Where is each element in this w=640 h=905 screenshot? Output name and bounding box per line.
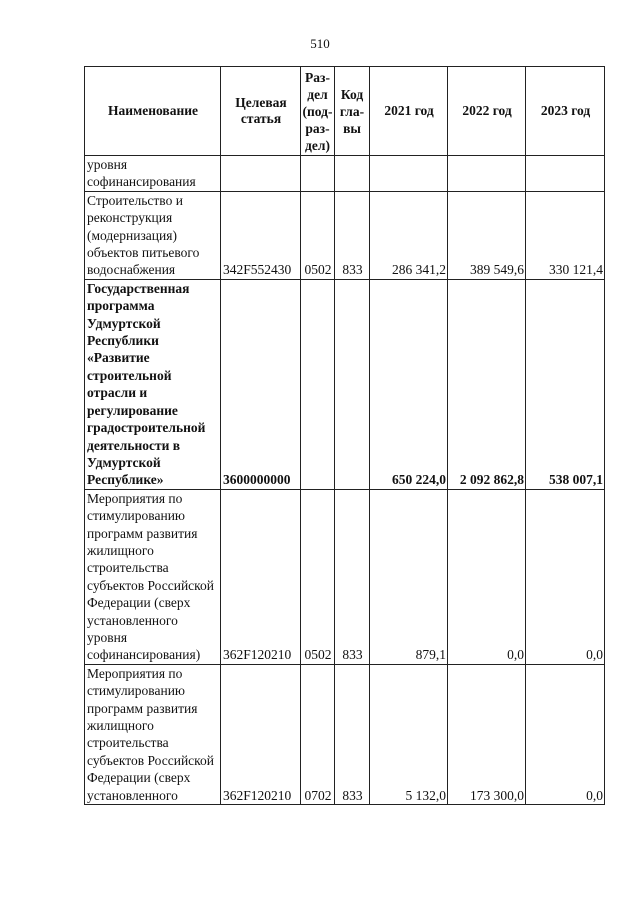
row-value-2023 (526, 156, 605, 192)
row-chapter-code: 833 (335, 664, 370, 804)
row-value-2022 (448, 156, 526, 192)
header-section-line: дел (307, 86, 328, 102)
row-value-2022: 0,0 (448, 489, 526, 664)
row-value-2023: 538 007,1 (526, 279, 605, 489)
row-name: Государственная программа Удмуртской Республики «Развитие строительной отрасли и регулирование градостроительной деятельности в Удмуртской Республике» (85, 279, 221, 489)
row-value-2023: 330 121,4 (526, 191, 605, 279)
header-code-line: Код (340, 86, 364, 102)
header-name: Наименование (85, 67, 221, 156)
header-year-2021: 2021 год (370, 67, 448, 156)
row-target-article: 342F552430 (221, 191, 301, 279)
table-row (85, 191, 605, 279)
row-value-2021 (370, 156, 448, 192)
budget-table (84, 66, 605, 805)
row-chapter-code (335, 156, 370, 192)
header-code-line: вы (343, 120, 361, 136)
row-name: уровня софинансирования (85, 156, 221, 192)
row-name: Мероприятия по стимулированию программ развития жилищного строительства субъектов Российской Федерации (сверх установленного (85, 664, 221, 804)
row-value-2021: 879,1 (370, 489, 448, 664)
row-section (301, 279, 335, 489)
row-section: 0502 (301, 191, 335, 279)
table-row (85, 156, 605, 192)
header-section-line: раз- (305, 120, 330, 136)
row-value-2022: 2 092 862,8 (448, 279, 526, 489)
row-value-2022: 173 300,0 (448, 664, 526, 804)
page-number: 510 (310, 36, 330, 51)
header-section-line: Раз- (305, 69, 330, 85)
row-value-2023: 0,0 (526, 664, 605, 804)
row-section: 0702 (301, 664, 335, 804)
row-target-article: 362F120210 (221, 664, 301, 804)
header-section-line: (под- (302, 103, 333, 119)
row-name: Строительство и реконструкция (модернизация) объектов питьевого водоснабжения (85, 191, 221, 279)
header-year-2022: 2022 год (448, 67, 526, 156)
row-name: Мероприятия по стимулированию программ развития жилищного строительства субъектов Российской Федерации (сверх установленного уровня софинансирования) (85, 489, 221, 664)
row-target-article: 3600000000 (221, 279, 301, 489)
row-chapter-code (335, 279, 370, 489)
table-row (85, 489, 605, 664)
header-section-line: дел) (305, 137, 330, 153)
header-chapter-code (335, 67, 370, 156)
row-section (301, 156, 335, 192)
table-header-row (85, 67, 605, 156)
row-value-2021: 650 224,0 (370, 279, 448, 489)
row-value-2023: 0,0 (526, 489, 605, 664)
header-target-line: Целевая (235, 95, 287, 110)
row-target-article: 362F120210 (221, 489, 301, 664)
row-chapter-code: 833 (335, 489, 370, 664)
table-row (85, 279, 605, 489)
row-section: 0502 (301, 489, 335, 664)
row-value-2021: 5 132,0 (370, 664, 448, 804)
header-target-line: статья (240, 111, 282, 126)
row-value-2022: 389 549,6 (448, 191, 526, 279)
row-chapter-code: 833 (335, 191, 370, 279)
table-row (85, 664, 605, 804)
header-year-2023: 2023 год (526, 67, 605, 156)
row-target-article (221, 156, 301, 192)
header-code-line: гла- (339, 103, 365, 119)
row-value-2021: 286 341,2 (370, 191, 448, 279)
header-target-article (221, 67, 301, 156)
header-section (301, 67, 335, 156)
